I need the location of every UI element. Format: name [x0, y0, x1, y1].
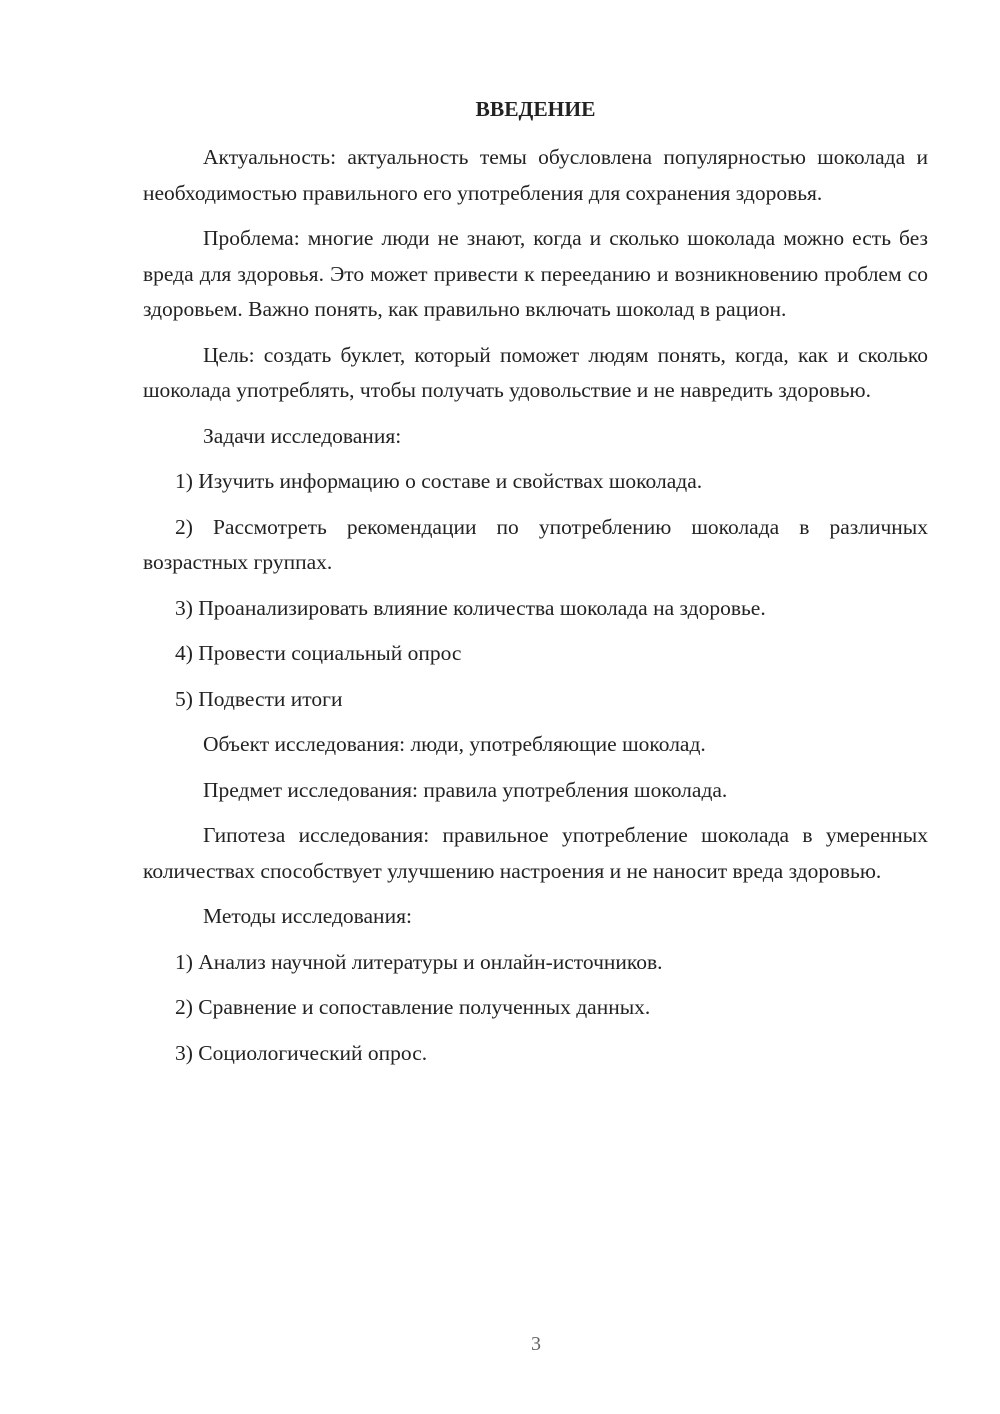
paragraph-subject: Предмет исследования: правила употребления шоколада.	[203, 777, 728, 802]
paragraph-methods-heading: Методы исследования:	[203, 904, 412, 928]
paragraph-tasks-heading: Задачи исследования:	[203, 423, 402, 448]
list-item-task-3: 3) Проанализировать влияние количества шоколада на здоровье.	[175, 595, 766, 620]
paragraph-object: Объект исследования: люди, употребляющие шоколад.	[203, 732, 706, 756]
list-item-task-4: 4) Провести социальный опрос	[175, 641, 462, 665]
paragraph-problem: Проблема: многие люди не знают, когда и сколько шоколада можно есть без вреда для здоровья. Это может привести к перееданию и возникновению проблем со здоровьем. Важно понять, как правильно включать шоколад в рацион.	[143, 226, 928, 321]
list-item-task-5: 5) Подвести итоги	[175, 686, 343, 711]
list-item-method-2: 2) Сравнение и сопоставление полученных данных.	[175, 995, 651, 1019]
section-title: ВВЕДЕНИЕ	[475, 97, 596, 121]
list-item-task-2: 2) Рассмотреть рекомендации по употреблению шоколада в различных возрастных группах.	[143, 514, 928, 574]
page-number: 3	[531, 1333, 541, 1355]
paragraph-relevance: Актуальность: актуальность темы обусловлена популярностью шоколада и необходимостью правильного его употребления для сохранения здоровья.	[143, 145, 928, 205]
list-item-method-1: 1) Анализ научной литературы и онлайн-источников.	[175, 949, 663, 974]
page-content	[143, 92, 928, 1081]
list-item-method-3: 3) Социологический опрос.	[175, 1040, 428, 1065]
paragraph-hypothesis: Гипотеза исследования: правильное употребление шоколада в умеренных количествах способствует улучшению настроения и не наносит вреда здоровью.	[143, 823, 928, 883]
paragraph-goal: Цель: создать буклет, который поможет людям понять, когда, как и сколько шоколада употреблять, чтобы получать удовольствие и не навредить здоровью.	[143, 342, 928, 402]
list-item-task-1: 1) Изучить информацию о составе и свойствах шоколада.	[175, 469, 703, 493]
